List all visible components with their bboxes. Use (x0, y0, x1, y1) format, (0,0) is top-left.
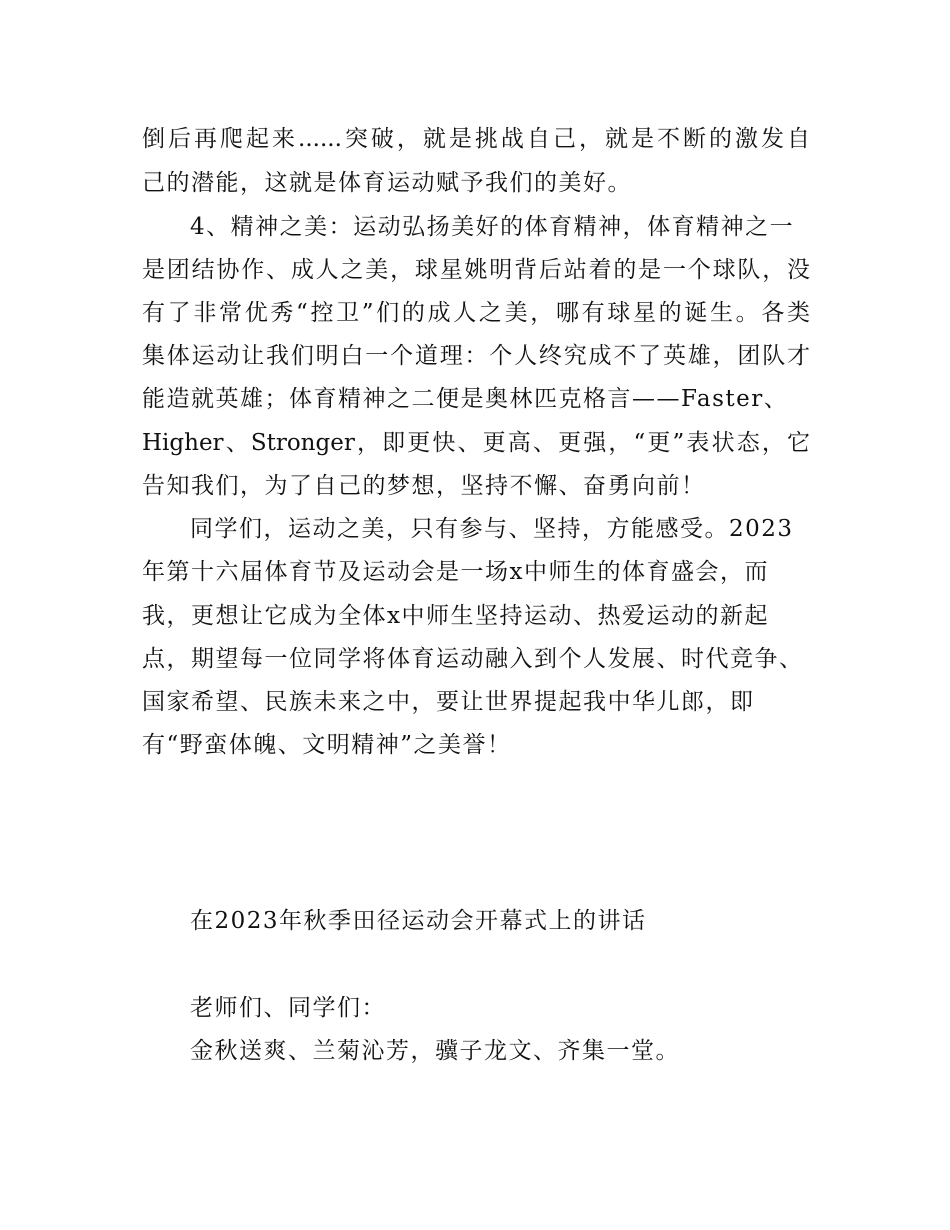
text-line: Higher、Stronger，即更快、更高、更强，“更”表状态，它 (142, 430, 810, 456)
text-line: 同学们，运动之美，只有参与、坚持，方能感受。2023 (190, 516, 794, 542)
text-line: 是团结协作、成人之美，球星姚明背后站着的是一个球队，没 (142, 257, 810, 283)
text-line: 己的潜能，这就是体育运动赋予我们的美好。 (142, 170, 632, 196)
text-line: 有了非常优秀“控卫”们的成人之美，哪有球星的诞生。各类 (142, 300, 810, 326)
speech-salutation: 老师们、同学们： (190, 995, 386, 1021)
text-line: 能造就英雄；体育精神之二便是奥林匹克格言——Faster、 (142, 386, 789, 412)
text-line: 点，期望每一位同学将体育运动融入到个人发展、时代竞争、 (142, 646, 804, 672)
text-line: 有“野蛮体魄、文明精神”之美誉！ (142, 732, 512, 758)
speech-title: 在2023年秋季田径运动会开幕式上的讲话 (190, 908, 647, 934)
text-line: 年第十六届体育节及运动会是一场x中师生的体育盛会，而 (142, 559, 769, 585)
text-line: 告知我们，为了自己的梦想，坚持不懈、奋勇向前！ (142, 473, 706, 499)
text-line: 4、精神之美：运动弘扬美好的体育精神，体育精神之一 (190, 214, 795, 240)
text-line: 我，更想让它成为全体x中师生坚持运动、热爱运动的新起 (142, 603, 769, 629)
speech-opening: 金秋送爽、兰菊沁芳，骥子龙文、齐集一堂。 (190, 1038, 680, 1064)
text-line: 国家希望、民族未来之中，要让世界提起我中华儿郎，即 (142, 689, 755, 715)
text-line: 集体运动让我们明白一个道理：个人终究成不了英雄，团队才 (142, 343, 810, 369)
text-line: 倒后再爬起来......突破，就是挑战自己，就是不断的激发自 (142, 126, 810, 152)
